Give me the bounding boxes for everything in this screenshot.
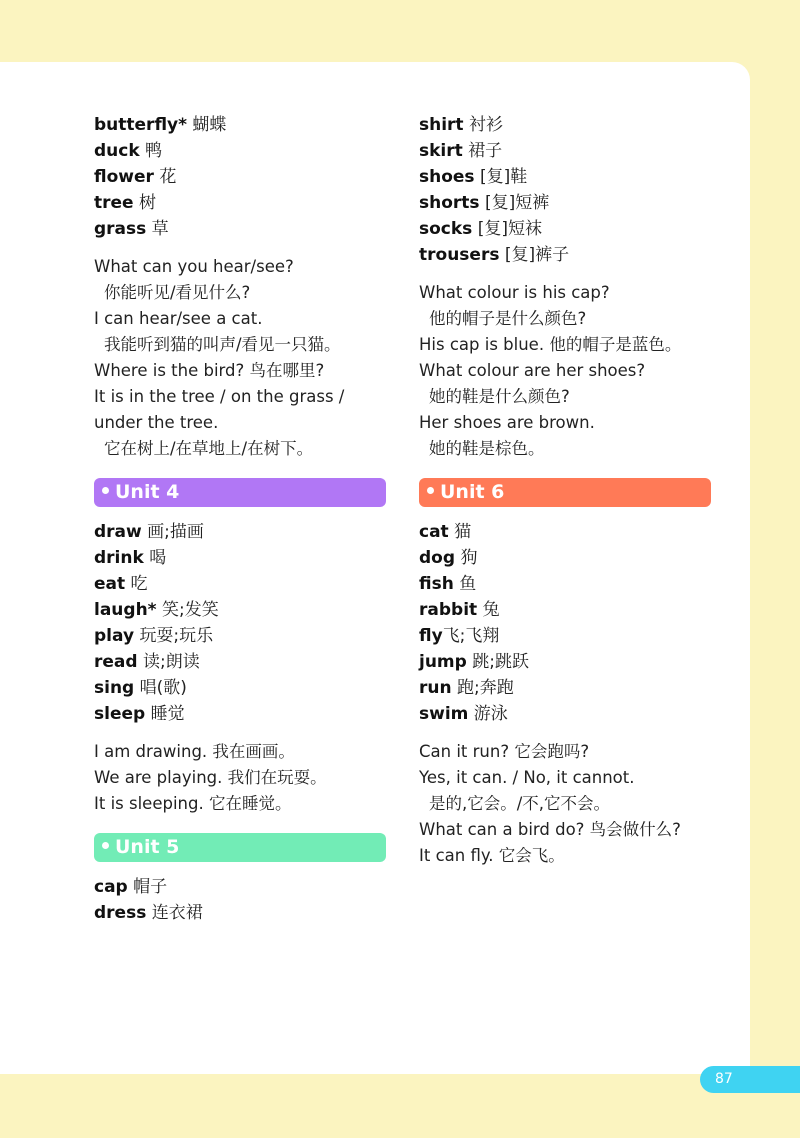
bullet-dot-icon [427,487,434,494]
sentence: It is sleeping. 它在睡觉。 [94,794,292,813]
page-number: 87 [700,1066,800,1093]
sentence: Can it run? 它会跑吗? [419,742,590,761]
sentence: What can a bird do? 鸟会做什么? [419,820,681,839]
vocab-item: read 读;朗读 [94,652,200,672]
sentence-translation: 你能听见/看见什么? [104,283,251,302]
sentence: Where is the bird? 鸟在哪里? [94,361,325,380]
sentence: His cap is blue. 他的帽子是蓝色。 [419,335,682,354]
sentence-translation: 她的鞋是什么颜色? [429,387,570,406]
sentence: What can you hear/see? [94,257,294,276]
right-column [419,112,711,869]
sentence: I am drawing. 我在画画。 [94,742,295,761]
sentence-translation: 她的鞋是棕色。 [429,439,545,458]
vocab-item: run 跑;奔跑 [419,678,514,698]
vocab-item: skirt 裙子 [419,141,503,161]
sentence: I can hear/see a cat. [94,309,263,328]
vocab-item: shirt 衬衫 [419,115,503,135]
vocab-item: sleep 睡觉 [94,704,185,724]
vocab-item: grass 草 [94,219,169,239]
sentence: It is in the tree / on the grass / [94,387,345,406]
sentence: It can fly. 它会飞。 [419,846,565,865]
unit-5-header: Unit 5 [94,833,386,862]
sentence-translation: 我能听到猫的叫声/看见一只猫。 [104,335,341,354]
vocab-item: trousers [复]裤子 [419,245,570,265]
vocab-item: butterfly* 蝴蝶 [94,115,227,135]
vocab-item: tree 树 [94,193,156,213]
vocab-item: flower 花 [94,167,177,187]
sentence: under the tree. [94,413,219,432]
vocab-item: cap 帽子 [94,877,168,897]
sentence-translation: 是的,它会。/不,它不会。 [429,794,611,813]
sentence: What colour are her shoes? [419,361,646,380]
vocab-item: sing 唱(歌) [94,678,187,698]
vocab-item: duck 鸭 [94,141,163,161]
vocab-item: rabbit 兔 [419,600,500,620]
sentence: Yes, it can. / No, it cannot. [419,768,635,787]
vocab-item: fish 鱼 [419,574,477,594]
vocab-item: laugh* 笑;发笑 [94,600,219,620]
sentence: What colour is his cap? [419,283,610,302]
sentence-translation: 他的帽子是什么颜色? [429,309,587,328]
bullet-dot-icon [102,842,109,849]
vocab-item: draw 画;描画 [94,522,204,542]
unit-4-header: Unit 4 [94,478,386,507]
bullet-dot-icon [102,487,109,494]
vocab-item: eat 吃 [94,574,148,594]
vocab-item: dog 狗 [419,548,478,568]
left-column [94,112,386,926]
vocab-item: cat 猫 [419,522,472,542]
vocab-item: swim 游泳 [419,704,508,724]
sentence: We are playing. 我们在玩耍。 [94,768,327,787]
vocab-item: socks [复]短袜 [419,219,542,239]
vocab-item: drink 喝 [94,548,167,568]
vocab-item: play 玩耍;玩乐 [94,626,214,646]
vocab-item: shoes [复]鞋 [419,167,528,187]
unit-6-header: Unit 6 [419,478,711,507]
vocab-item: jump 跳;跳跃 [419,652,529,672]
sentence: Her shoes are brown. [419,413,595,432]
vocab-item: dress 连衣裙 [94,903,203,923]
sentence-translation: 它在树上/在草地上/在树下。 [104,439,314,458]
vocab-item: fly飞;飞翔 [419,626,500,646]
vocab-item: shorts [复]短裤 [419,193,550,213]
